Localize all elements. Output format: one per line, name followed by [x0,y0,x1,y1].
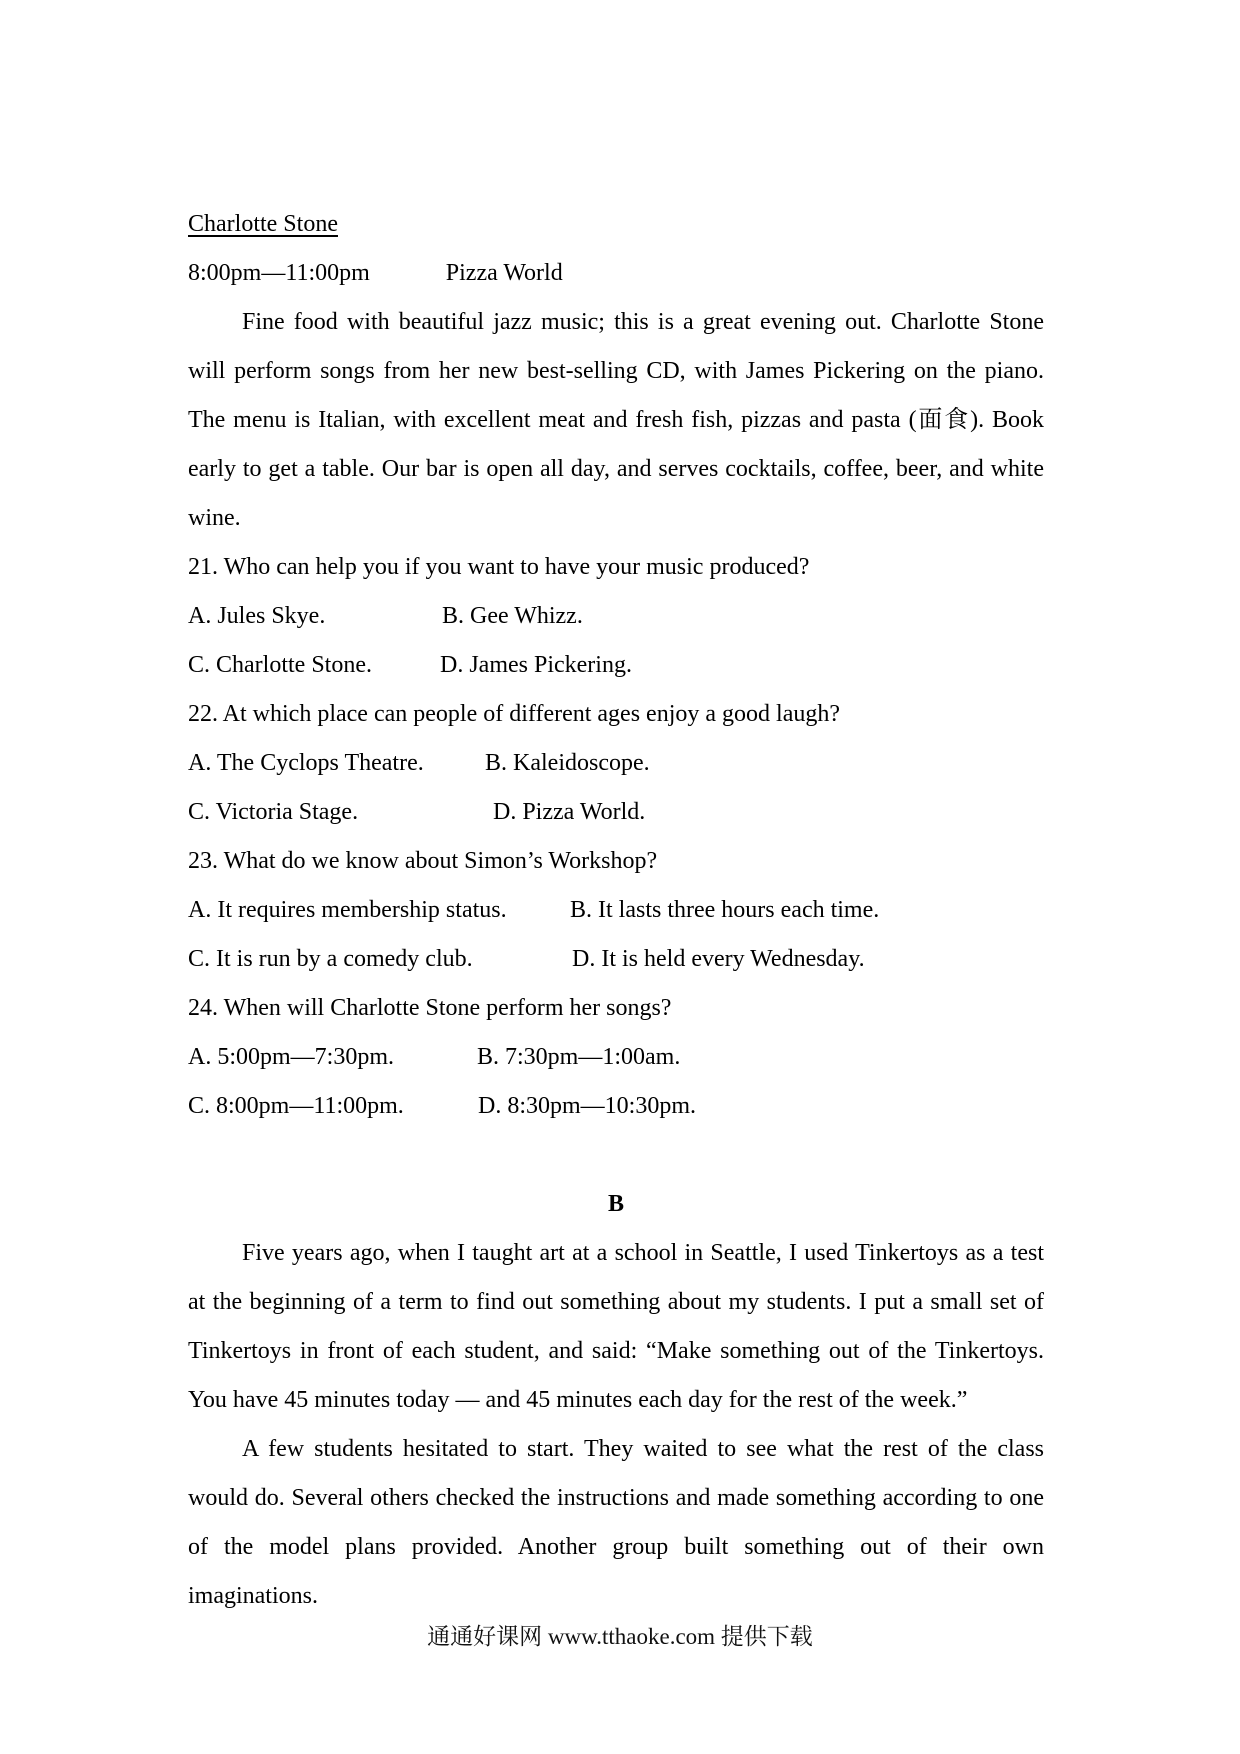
question-22-option-d: D. Pizza World. [493,799,646,825]
question-21-prompt: 21. Who can help you if you want to have your music produced? [188,554,810,580]
question-22-options-row-1 [188,739,1044,788]
question-21-option-d: D. James Pickering. [440,652,632,678]
question-22-option-b: B. Kaleidoscope. [485,750,650,776]
question-21-option-a: A. Jules Skye. [188,603,326,629]
question-23-options-row-2 [188,935,1044,984]
question-23-prompt: 23. What do we know about Simon’s Workshop? [188,848,658,874]
document-body [188,200,1044,1621]
passage-paragraph-1: Fine food with beautiful jazz music; this is a great evening out. Charlotte Stone will perform songs from her new best-selling CD, with James Pickering on the piano. The menu is Italian, with excellent meat and fresh fish, pizzas and pasta (面食). Book early to get a table. Our bar is open all day, and serves cocktails, coffee, beer, and white wine. [188,309,1044,531]
question-24-option-b: B. 7:30pm—1:00am. [477,1044,681,1070]
schedule-time: 8:00pm—11:00pm [188,260,370,286]
question-24-option-d: D. 8:30pm—10:30pm. [478,1093,697,1119]
schedule-venue: Pizza World [445,260,563,286]
question-23-option-c: C. It is run by a comedy club. [188,946,473,972]
question-24-options-row-2 [188,1082,1044,1131]
footer-watermark: 通通好课网 www.tthaoke.com 提供下载 [427,1624,813,1649]
question-22-option-a: A. The Cyclops Theatre. [188,750,424,776]
question-23-options-row-1 [188,886,1044,935]
question-23-option-b: B. It lasts three hours each time. [570,897,880,923]
question-21-options-row-2 [188,641,1044,690]
question-24-option-c: C. 8:00pm—11:00pm. [188,1093,404,1119]
section-b-header: B [607,1191,624,1217]
question-24-prompt: 24. When will Charlotte Stone perform her songs? [188,995,672,1021]
question-23-option-d: D. It is held every Wednesday. [572,946,865,972]
question-21-option-c: C. Charlotte Stone. [188,652,372,678]
spacer-line [188,1131,1044,1180]
question-22-option-c: C. Victoria Stage. [188,799,359,825]
question-23-option-a: A. It requires membership status. [188,897,507,923]
question-24-options-row-1 [188,1033,1044,1082]
question-21-option-b: B. Gee Whizz. [442,603,583,629]
schedule-line [188,249,1044,298]
passage-paragraph-3: A few students hesitated to start. They waited to see what the rest of the class would do. Several others checked the instructions and made something according to one of the model plans provided. Another group built something out of their own imaginations. [188,1436,1044,1609]
passage-title: Charlotte Stone [188,211,338,237]
question-22-prompt: 22. At which place can people of different ages enjoy a good laugh? [188,701,840,727]
question-24-option-a: A. 5:00pm—7:30pm. [188,1044,395,1070]
passage-paragraph-2: Five years ago, when I taught art at a school in Seattle, I used Tinkertoys as a test at the beginning of a term to find out something about my students. I put a small set of Tinkertoys in front of each student, and said: “Make something out of the Tinkertoys. You have 45 minutes today — and 45 minutes each day for the rest of the week.” [188,1240,1044,1413]
question-22-options-row-2 [188,788,1044,837]
question-21-options-row-1 [188,592,1044,641]
